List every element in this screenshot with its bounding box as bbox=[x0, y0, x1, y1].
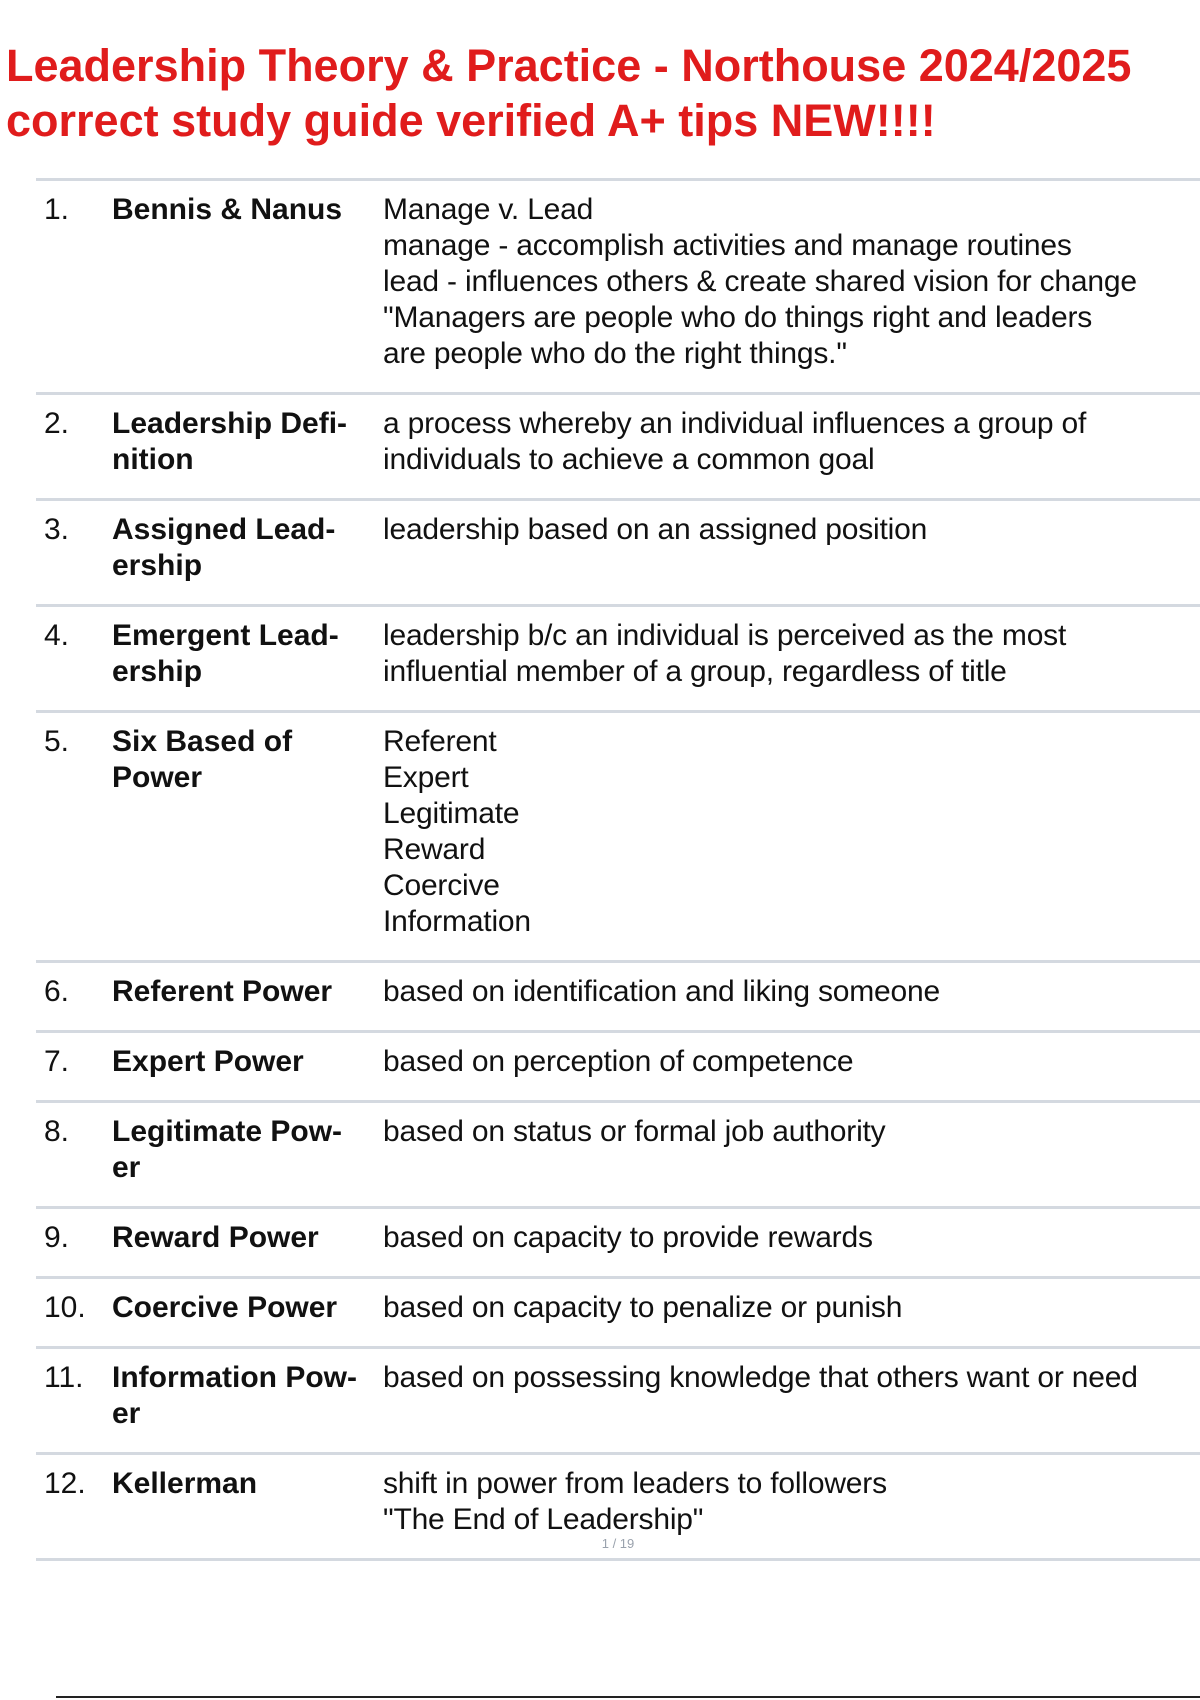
entry-definition: leadership b/c an individual is perceived as the most influential member of a group, regardless of title bbox=[383, 619, 1067, 688]
entry-term: Kellerman bbox=[112, 1467, 258, 1500]
title-line-1: Leadership Theory & Practice - Northouse 2024/2025 bbox=[6, 40, 1132, 91]
entry-definition: based on perception of competence bbox=[383, 1045, 854, 1078]
table-row bbox=[36, 1279, 1200, 1349]
entry-definition: based on possessing knowledge that others want or need bbox=[383, 1361, 1138, 1394]
entry-term: Information Pow- er bbox=[112, 1361, 357, 1430]
entry-term: Assigned Lead- ership bbox=[112, 513, 336, 582]
flashcard-table bbox=[36, 178, 1200, 1561]
entry-definition: Referent Expert Legitimate Reward Coercive Information bbox=[383, 725, 531, 938]
entry-term: Coercive Power bbox=[112, 1291, 338, 1324]
entry-number: 10. bbox=[44, 1291, 86, 1324]
entry-term: Emergent Lead- ership bbox=[112, 619, 339, 688]
entry-term: Leadership Defi- nition bbox=[112, 407, 348, 476]
entry-definition: shift in power from leaders to followers "The End of Leadership" bbox=[383, 1467, 887, 1536]
entry-definition: Manage v. Lead manage - accomplish activities and manage routines lead - influences others & create shared vision for change "Managers are people who do things right and leaders are people who do the right things." bbox=[383, 193, 1137, 370]
entry-term: Reward Power bbox=[112, 1221, 319, 1254]
entry-number: 5. bbox=[44, 725, 70, 758]
entry-number: 6. bbox=[44, 975, 70, 1008]
table-row bbox=[36, 1209, 1200, 1279]
table-row bbox=[36, 181, 1200, 395]
table-row bbox=[36, 1349, 1200, 1455]
entry-number: 8. bbox=[44, 1115, 70, 1148]
entry-term: Legitimate Pow- er bbox=[112, 1115, 343, 1184]
page-indicator: 1 / 19 bbox=[601, 1536, 635, 1551]
entry-term: Six Based of Power bbox=[112, 725, 293, 794]
entry-definition: leadership based on an assigned position bbox=[383, 513, 928, 546]
entry-number: 2. bbox=[44, 407, 70, 440]
entry-term: Bennis & Nanus bbox=[112, 193, 343, 226]
table-row bbox=[36, 607, 1200, 713]
entry-number: 3. bbox=[44, 513, 70, 546]
entry-number: 11. bbox=[44, 1361, 84, 1394]
entry-definition: a process whereby an individual influences a group of individuals to achieve a common goal bbox=[383, 407, 1087, 476]
entry-definition: based on identification and liking someone bbox=[383, 975, 940, 1008]
table-row bbox=[36, 395, 1200, 501]
entry-number: 12. bbox=[44, 1467, 86, 1500]
entry-term: Expert Power bbox=[112, 1045, 304, 1078]
table-row bbox=[36, 713, 1200, 963]
entry-term: Referent Power bbox=[112, 975, 333, 1008]
entry-definition: based on status or formal job authority bbox=[383, 1115, 886, 1148]
table-row bbox=[36, 963, 1200, 1033]
table-row bbox=[36, 501, 1200, 607]
page-divider bbox=[56, 1696, 1200, 1698]
entry-number: 1. bbox=[44, 193, 70, 226]
document-title bbox=[6, 38, 1200, 148]
entry-number: 4. bbox=[44, 619, 70, 652]
entry-number: 7. bbox=[44, 1045, 70, 1078]
entry-definition: based on capacity to penalize or punish bbox=[383, 1291, 903, 1324]
title-line-2: correct study guide verified A+ tips NEW!!!! bbox=[6, 95, 936, 146]
entry-number: 9. bbox=[44, 1221, 70, 1254]
table-row bbox=[36, 1103, 1200, 1209]
entry-definition: based on capacity to provide rewards bbox=[383, 1221, 873, 1254]
table-row bbox=[36, 1033, 1200, 1103]
